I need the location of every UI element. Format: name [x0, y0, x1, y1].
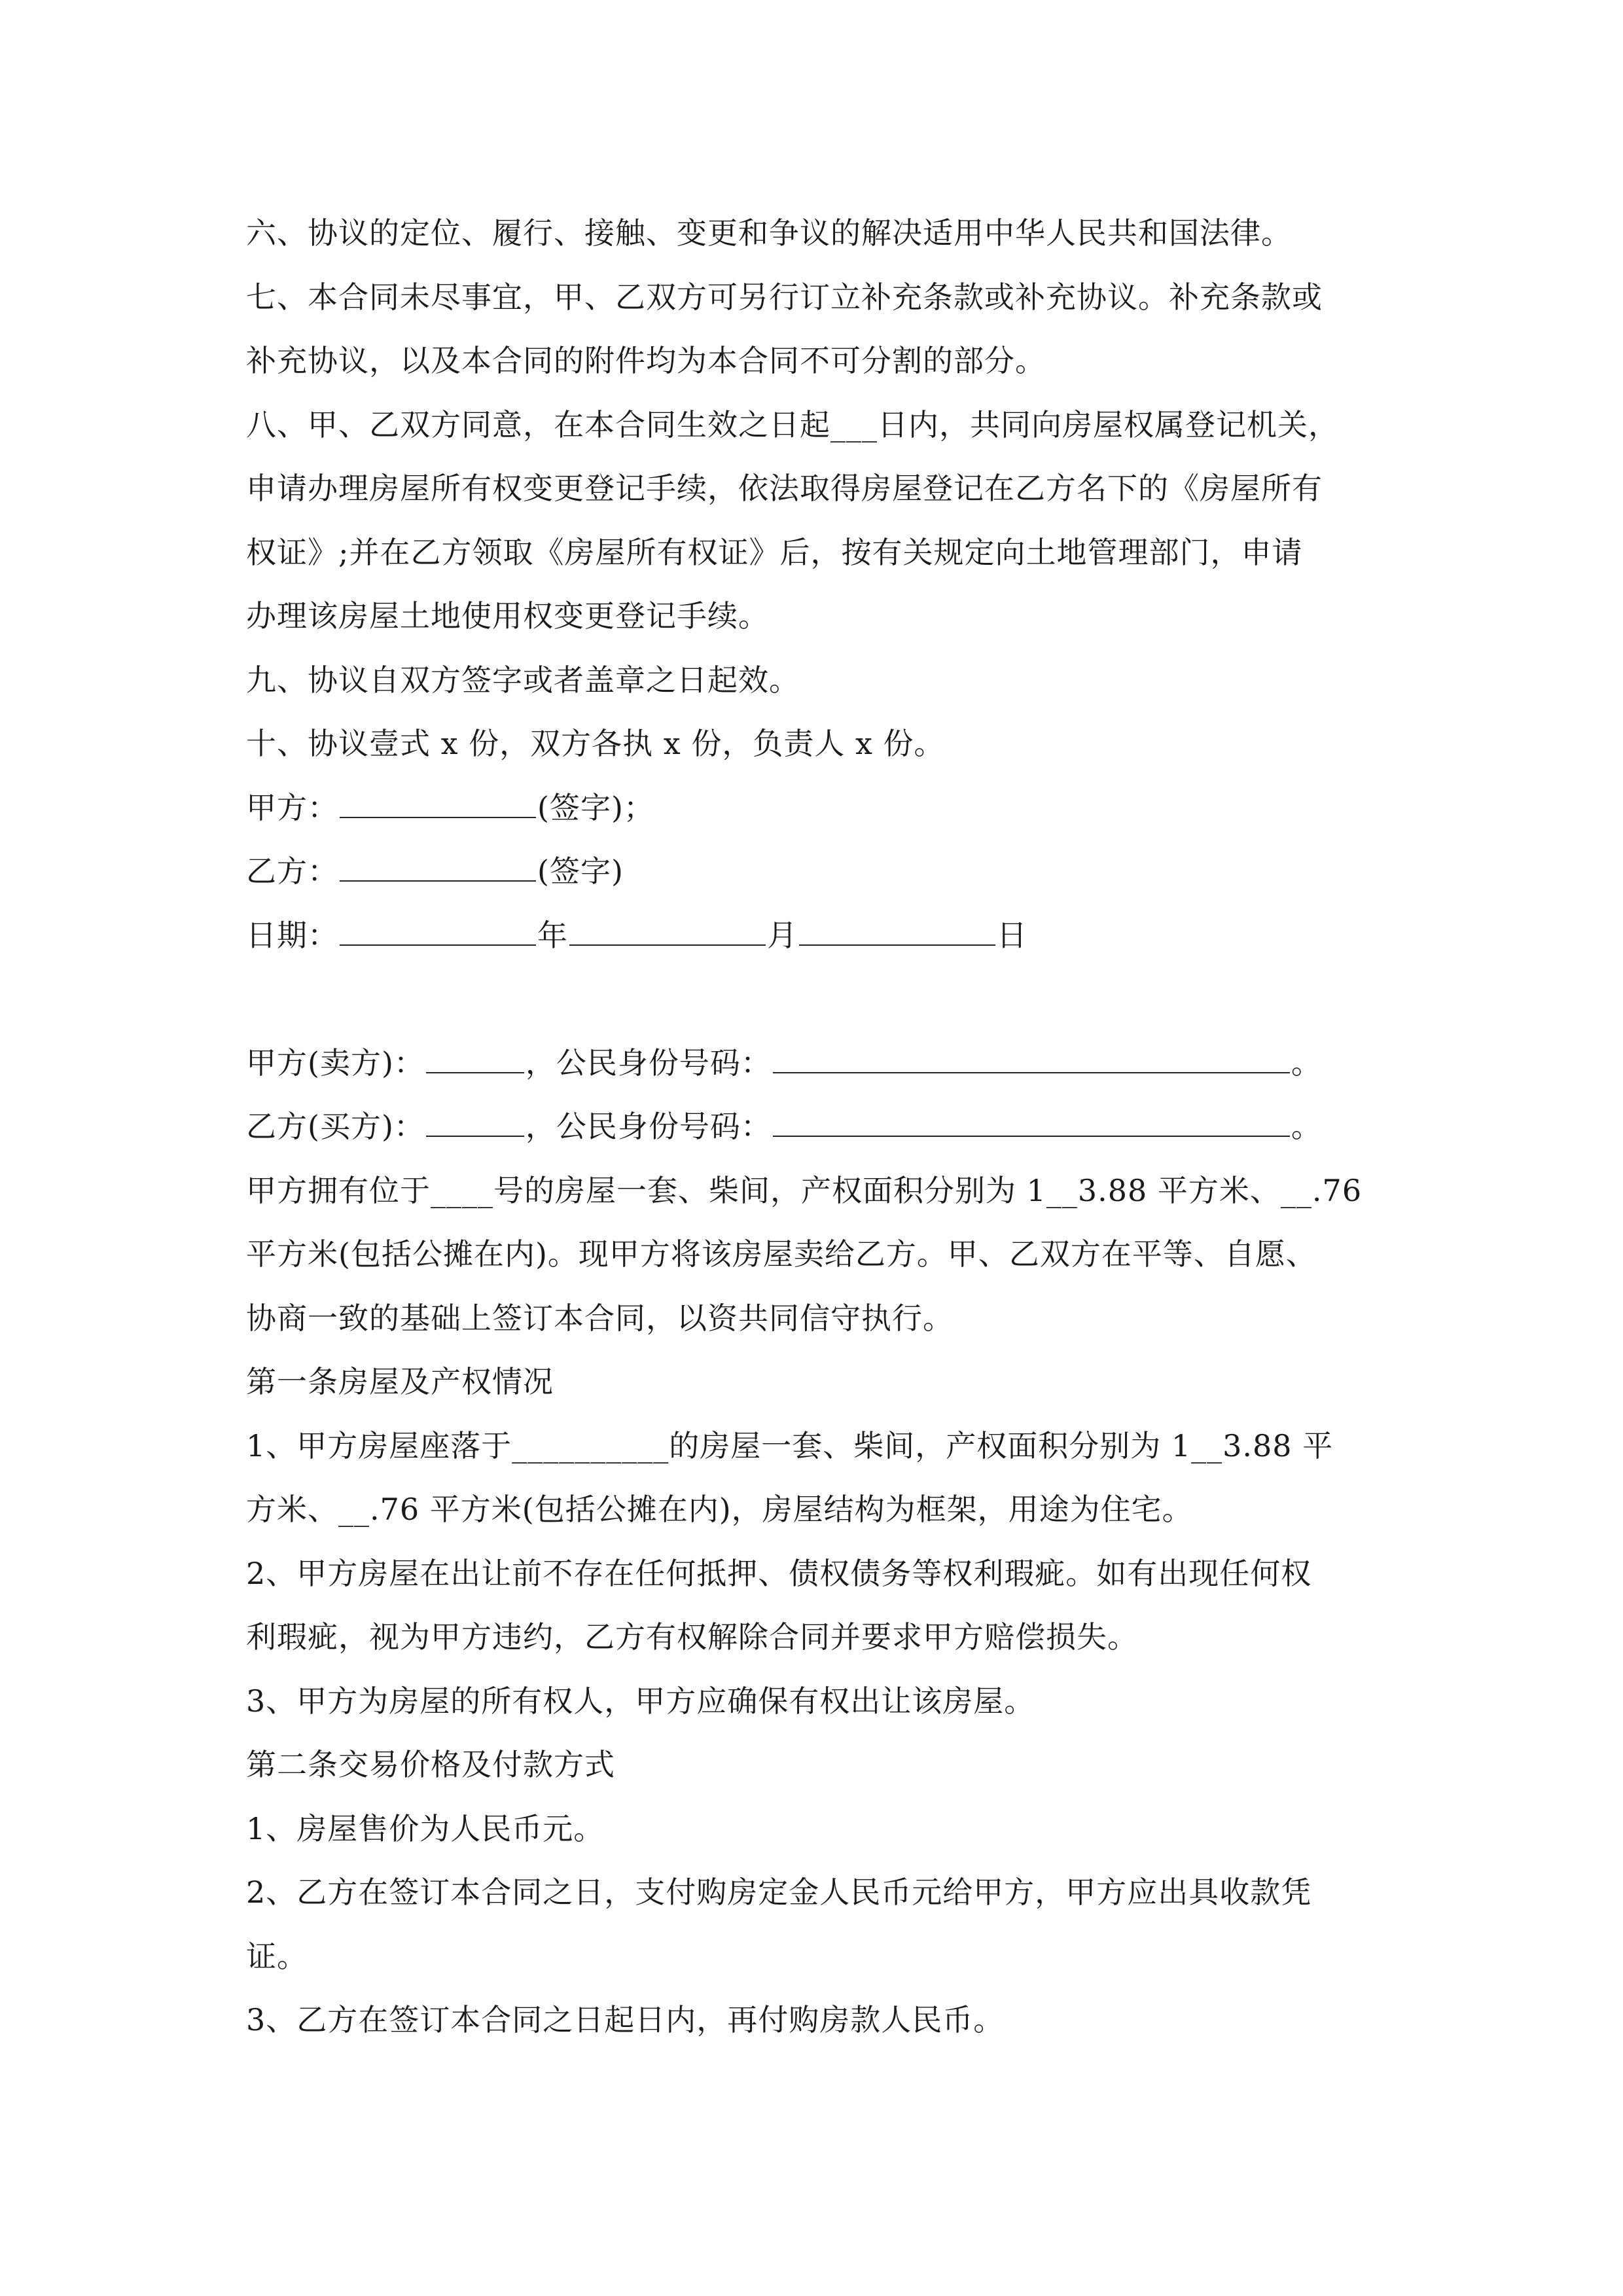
article-1-item-2-line-1: 2、甲方房屋在出让前不存在任何抵押、债权债务等权利瑕疵。如有出现任何权 [246, 1555, 1312, 1591]
body-line-2: 平方米(包括公摊在内)。现甲方将该房屋卖给乙方。甲、乙双方在平等、自愿、 [246, 1236, 1317, 1272]
seller-line [246, 1031, 1398, 1096]
article-2-item-1: 1、房屋售价为人民币元。 [246, 1810, 605, 1846]
year-label: 年 [537, 917, 568, 953]
clause-7-line-2: 补充协议，以及本合同的附件均为本合同不可分割的部分。 [246, 343, 1046, 378]
party-b-signature-blank [340, 850, 536, 882]
signature-date [246, 904, 1398, 968]
article-2-item-3: 3、乙方在签订本合同之日起日内，再付购房款人民币。 [246, 2002, 1005, 2037]
signature-party-b [246, 840, 1398, 904]
clause-7-line-1: 七、本合同未尽事宜，甲、乙双方可另行订立补充条款或补充协议。补充条款或 [246, 279, 1323, 315]
day-label: 日 [997, 917, 1027, 953]
section-gap [246, 967, 1398, 1031]
year-blank [340, 914, 536, 946]
clause-8-line-1: 八、甲、乙双方同意，在本合同生效之日起___日内，共同向房屋权属登记机关， [246, 406, 1339, 442]
clause-9: 九、协议自双方签字或者盖章之日起效。 [246, 662, 800, 698]
article-1-item-3: 3、甲方为房屋的所有权人，甲方应确保有权出让该房屋。 [246, 1683, 1035, 1719]
day-blank [799, 914, 995, 946]
article-1-heading: 第一条房屋及产权情况 [246, 1364, 554, 1399]
party-b-suffix: (签字) [537, 853, 624, 889]
article-2-item-2-line-2: 证。 [246, 1938, 308, 1974]
party-a-label: 甲方： [246, 789, 338, 825]
clause-10: 十、协议壹式 x 份，双方各执 x 份，负责人 x 份。 [246, 726, 945, 761]
article-1-item-2-line-2: 利瑕疵，视为甲方违约，乙方有权解除合同并要求甲方赔偿损失。 [246, 1619, 1138, 1655]
party-a-suffix: (签字)； [537, 789, 654, 825]
party-b-label: 乙方： [246, 853, 338, 889]
buyer-end-mark: 。 [1291, 1109, 1322, 1144]
body-line-3: 协商一致的基础上签订本合同，以资共同信守执行。 [246, 1300, 954, 1336]
month-label: 月 [767, 917, 798, 953]
month-blank [569, 914, 766, 946]
seller-id-label: ，公民身份号码： [525, 1045, 772, 1081]
buyer-label: 乙方(买方)： [246, 1109, 425, 1144]
clause-8-line-2: 申请办理房屋所有权变更登记手续，依法取得房屋登记在乙方名下的《房屋所有 [246, 471, 1323, 506]
clause-8-line-4: 办理该房屋土地使用权变更登记手续。 [246, 598, 769, 634]
article-1-item-1-line-1: 1、甲方房屋座落于__________的房屋一套、柴间，产权面积分别为 1__3.88 平 [246, 1427, 1334, 1463]
document-content [246, 202, 1398, 2053]
article-2-heading: 第二条交易价格及付款方式 [246, 1747, 615, 1782]
buyer-id-label: ，公民身份号码： [525, 1109, 772, 1144]
clause-6: 六、协议的定位、履行、接触、变更和争议的解决适用中华人民共和国法律。 [246, 215, 1292, 251]
buyer-name-blank [426, 1105, 524, 1137]
signature-party-a [246, 776, 1398, 840]
buyer-line [246, 1095, 1398, 1159]
seller-label: 甲方(卖方)： [246, 1045, 425, 1081]
seller-end-mark: 。 [1291, 1045, 1322, 1081]
buyer-id-blank [773, 1105, 1290, 1137]
date-label: 日期： [246, 917, 338, 953]
body-line-1: 甲方拥有位于____号的房屋一套、柴间，产权面积分别为 1__3.88 平方米、__.76 [246, 1172, 1363, 1208]
party-a-signature-blank [340, 787, 536, 818]
article-2-item-2-line-1: 2、乙方在签订本合同之日，支付购房定金人民币元给甲方，甲方应出具收款凭 [246, 1874, 1312, 1910]
clause-8-line-3: 权证》;并在乙方领取《房屋所有权证》后，按有关规定向土地管理部门，申请 [246, 534, 1303, 570]
seller-name-blank [426, 1042, 524, 1073]
article-1-item-1-line-2: 方米、__.76 平方米(包括公摊在内)，房屋结构为框架，用途为住宅。 [246, 1492, 1193, 1527]
seller-id-blank [773, 1042, 1290, 1073]
